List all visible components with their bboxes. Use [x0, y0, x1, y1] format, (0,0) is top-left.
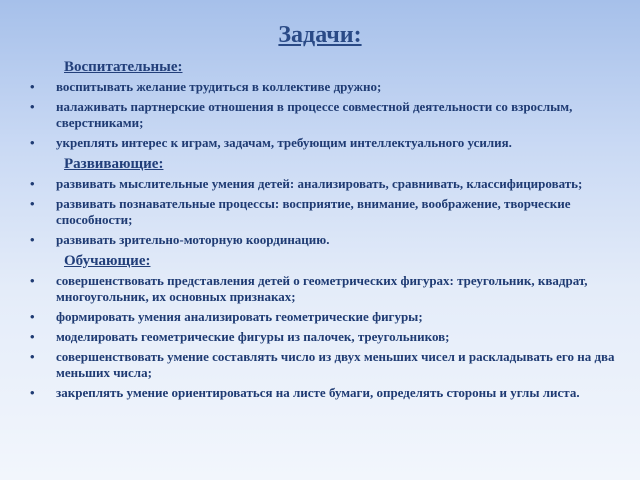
- bullet-icon: •: [30, 196, 35, 211]
- list-item-text: совершенствовать представления детей о геометрических фигурах: треугольник, квадрат, многоугольник, их основных признаках;: [56, 273, 588, 304]
- bullet-icon: •: [30, 385, 35, 400]
- slide-title: Задачи:: [278, 22, 362, 48]
- list-upbringing: [28, 79, 620, 151]
- slide-content: [28, 56, 620, 405]
- section-heading-upbringing: Воспитательные:: [64, 59, 183, 75]
- list-item: [28, 309, 620, 325]
- list-developing: [28, 176, 620, 248]
- bullet-icon: •: [30, 329, 35, 344]
- section-heading-teaching: Обучающие:: [64, 253, 151, 269]
- list-item: [28, 135, 620, 151]
- list-item: [28, 329, 620, 345]
- list-item: [28, 79, 620, 95]
- list-item: [28, 232, 620, 248]
- list-item: [28, 196, 620, 228]
- list-item: [28, 99, 620, 131]
- list-item-text: закреплять умение ориентироваться на листе бумаги, определять стороны и углы листа.: [56, 385, 580, 400]
- list-item-text: формировать умения анализировать геометрические фигуры;: [56, 309, 423, 324]
- list-item: [28, 273, 620, 305]
- bullet-icon: •: [30, 99, 35, 114]
- list-item-text: воспитывать желание трудиться в коллективе дружно;: [56, 79, 382, 94]
- list-item-text: налаживать партнерские отношения в процессе совместной деятельности со взрослым, сверстниками;: [56, 99, 573, 130]
- bullet-icon: •: [30, 176, 35, 191]
- list-item-text: развивать зрительно-моторную координацию.: [56, 232, 330, 247]
- bullet-icon: •: [30, 309, 35, 324]
- bullet-icon: •: [30, 349, 35, 364]
- section-heading-developing: Развивающие:: [64, 156, 164, 172]
- list-item-text: укреплять интерес к играм, задачам, требующим интеллектуального усилия.: [56, 135, 512, 150]
- bullet-icon: •: [30, 273, 35, 288]
- list-item-text: развивать мыслительные умения детей: анализировать, сравнивать, классифицировать;: [56, 176, 583, 191]
- list-item: [28, 385, 620, 401]
- list-item-text: моделировать геометрические фигуры из палочек, треугольников;: [56, 329, 450, 344]
- bullet-icon: •: [30, 135, 35, 150]
- list-item-text: развивать познавательные процессы: восприятие, внимание, воображение, творческие способности;: [56, 196, 571, 227]
- list-item: [28, 176, 620, 192]
- list-teaching: [28, 273, 620, 401]
- bullet-icon: •: [30, 79, 35, 94]
- list-item: [28, 349, 620, 381]
- bullet-icon: •: [30, 232, 35, 247]
- list-item-text: совершенствовать умение составлять число из двух меньших чисел и раскладывать его на два меньших числа;: [56, 349, 615, 380]
